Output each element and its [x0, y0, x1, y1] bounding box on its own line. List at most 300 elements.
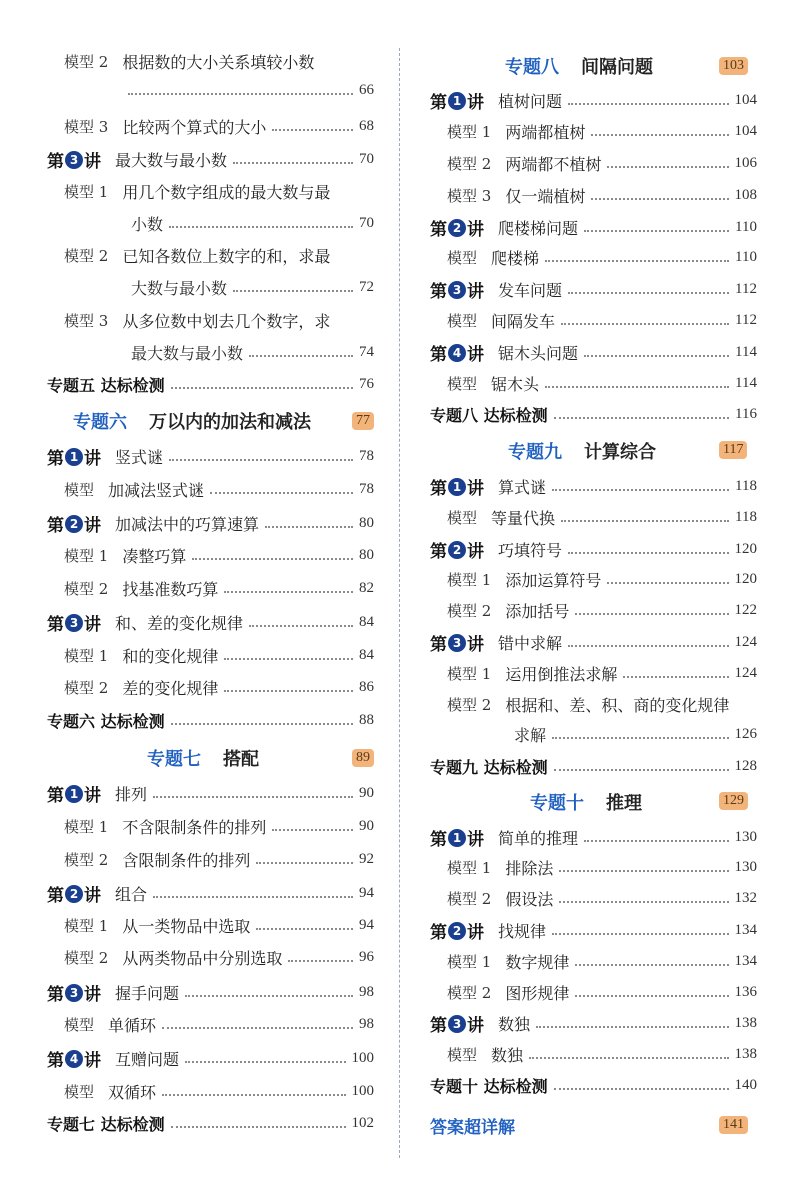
dot-leader	[554, 1088, 729, 1090]
model-title-continued: 小数	[131, 215, 164, 234]
page-number: 78	[359, 481, 374, 497]
lecture-prefix: 第	[430, 635, 447, 655]
toc-model-entry[interactable]	[447, 599, 757, 622]
lecture-title: 算式谜	[498, 478, 547, 497]
dot-leader	[559, 901, 728, 903]
model-label: 模型	[447, 249, 478, 267]
dot-leader	[552, 933, 728, 935]
dot-leader	[256, 862, 353, 864]
dot-leader	[568, 103, 728, 105]
dot-leader	[192, 558, 353, 560]
lecture-suffix: 讲	[84, 516, 101, 536]
page-number: 138	[734, 1015, 757, 1031]
page-number: 130	[734, 859, 757, 875]
toc-model-entry[interactable]	[447, 309, 757, 332]
page-number: 134	[734, 922, 757, 938]
lecture-prefix: 第	[430, 220, 447, 240]
dot-leader	[568, 645, 728, 647]
toc-model-entry[interactable]	[64, 244, 374, 267]
lecture-suffix: 讲	[467, 220, 484, 240]
lecture-prefix: 第	[47, 516, 64, 536]
model-label: 模型 2	[64, 53, 109, 71]
model-title: 差的变化规律	[122, 679, 219, 698]
model-title: 用几个数字组成的最大数与最	[122, 183, 331, 202]
toc-model-entry[interactable]	[64, 544, 374, 567]
page-number: 76	[359, 376, 374, 392]
toc-model-entry[interactable]	[64, 1013, 374, 1036]
page-number: 70	[359, 151, 374, 167]
dot-leader	[568, 292, 729, 294]
page-number: 124	[734, 634, 757, 650]
model-label: 模型 2	[447, 155, 492, 173]
dot-leader	[272, 129, 353, 131]
lecture-number	[47, 781, 101, 806]
topic-page-badge: 129	[719, 792, 748, 810]
toc-lecture-entry[interactable]	[47, 1046, 374, 1071]
toc-model-entry[interactable]	[64, 50, 374, 73]
toc-answers-entry[interactable]	[430, 1113, 515, 1138]
toc-topic-heading[interactable]	[508, 438, 656, 464]
model-label: 模型 1	[64, 647, 109, 665]
model-label: 模型 1	[447, 859, 492, 877]
toc-model-entry[interactable]	[447, 693, 757, 716]
lecture-number	[47, 147, 101, 172]
lecture-number	[430, 1011, 484, 1036]
topic-page-badge: 103	[719, 57, 748, 75]
toc-model-entry[interactable]	[64, 180, 374, 203]
model-title-continued: 最大数与最小数	[131, 344, 244, 363]
dot-leader	[607, 166, 728, 168]
lecture-circle-number: 2	[448, 541, 466, 559]
toc-model-entry[interactable]	[64, 914, 374, 937]
page-number: 98	[359, 1016, 374, 1032]
page-number: 86	[359, 679, 374, 695]
toc-model-entry[interactable]	[447, 662, 757, 685]
lecture-prefix: 第	[47, 615, 64, 635]
lecture-title: 组合	[115, 885, 148, 904]
lecture-suffix: 讲	[84, 152, 101, 172]
dot-leader	[233, 162, 353, 164]
toc-model-entry[interactable]	[447, 120, 757, 143]
toc-model-entry[interactable]	[64, 815, 374, 838]
lecture-number	[47, 610, 101, 635]
lecture-suffix: 讲	[84, 786, 101, 806]
dot-leader	[529, 1057, 728, 1059]
page-number: 110	[735, 249, 757, 265]
dot-leader	[162, 1094, 345, 1096]
toc-model-entry[interactable]	[64, 478, 374, 501]
lecture-prefix: 第	[430, 93, 447, 113]
model-label: 模型 2	[64, 580, 109, 598]
dot-leader	[575, 964, 728, 966]
page-number: 104	[734, 92, 757, 108]
dot-leader	[552, 489, 729, 491]
toc-model-entry[interactable]	[447, 184, 757, 207]
page-number: 110	[735, 219, 757, 235]
lecture-circle-number: 3	[65, 614, 83, 632]
model-title: 和的变化规律	[122, 647, 219, 666]
toc-topic-heading[interactable]	[530, 789, 642, 815]
toc-model-entry[interactable]	[447, 1043, 757, 1066]
toc-model-entry[interactable]	[64, 1080, 374, 1103]
toc-model-entry[interactable]	[64, 309, 374, 332]
toc-check-entry[interactable]	[430, 1074, 757, 1097]
dot-leader	[265, 526, 353, 528]
model-label: 模型 1	[64, 917, 109, 935]
lecture-suffix: 讲	[467, 830, 484, 850]
lecture-title: 简单的推理	[498, 829, 579, 848]
topic-title: 万以内的加法和减法	[149, 412, 311, 433]
toc-lecture-entry[interactable]	[47, 781, 374, 806]
model-label: 模型	[447, 509, 478, 527]
lecture-circle-number: 1	[65, 785, 83, 803]
model-label: 模型	[447, 312, 478, 330]
lecture-circle-number: 4	[448, 344, 466, 362]
dot-leader	[584, 230, 729, 232]
lecture-prefix: 第	[47, 985, 64, 1005]
dot-leader	[568, 552, 728, 554]
lecture-title: 和、差的变化规律	[115, 614, 244, 633]
page-number: 92	[359, 851, 374, 867]
dot-leader	[171, 387, 353, 389]
page-number: 84	[359, 647, 374, 663]
toc-model-entry[interactable]	[64, 577, 374, 600]
model-title: 两端都不植树	[505, 155, 602, 174]
toc-lecture-entry[interactable]	[47, 980, 374, 1005]
dot-leader	[545, 386, 729, 388]
lecture-circle-number: 1	[448, 92, 466, 110]
dot-leader	[591, 198, 728, 200]
toc-topic-heading[interactable]	[505, 53, 653, 79]
page-number: 116	[735, 406, 757, 422]
toc-lecture-entry[interactable]	[430, 88, 757, 113]
page-number: 134	[734, 953, 757, 969]
lecture-suffix: 讲	[84, 886, 101, 906]
lecture-suffix: 讲	[84, 615, 101, 635]
model-label: 模型	[447, 1046, 478, 1064]
toc-model-entry[interactable]	[447, 950, 757, 973]
dot-leader	[162, 1027, 353, 1029]
model-title-continued: 求解	[514, 726, 547, 745]
model-title: 单循环	[108, 1016, 157, 1035]
lecture-title: 互赠问题	[115, 1050, 180, 1069]
page-number: 90	[359, 785, 374, 801]
toc-lecture-entry[interactable]	[430, 277, 757, 302]
model-label: 模型 1	[64, 183, 109, 201]
dot-leader	[153, 796, 353, 798]
toc-lecture-entry[interactable]	[430, 918, 757, 943]
toc-lecture-entry[interactable]	[430, 215, 757, 240]
model-label: 模型 2	[64, 851, 109, 869]
model-label: 模型 1	[64, 818, 109, 836]
model-title: 根据数的大小关系填较小数	[122, 53, 315, 72]
toc-lecture-entry[interactable]	[430, 340, 757, 365]
dot-leader	[623, 676, 728, 678]
lecture-number	[430, 277, 484, 302]
lecture-circle-number: 3	[448, 281, 466, 299]
topic-name: 专题七	[147, 749, 201, 770]
page-number: 94	[359, 917, 374, 933]
model-title: 运用倒推法求解	[505, 665, 618, 684]
lecture-number	[430, 630, 484, 655]
lecture-circle-number: 3	[448, 1015, 466, 1033]
toc-lecture-entry[interactable]	[430, 1011, 757, 1036]
model-title: 假设法	[505, 890, 554, 909]
lecture-prefix: 第	[47, 886, 64, 906]
topic-title: 间隔问题	[581, 57, 653, 78]
model-title: 找基准数巧算	[122, 580, 219, 599]
dot-leader	[552, 737, 728, 739]
toc-lecture-entry[interactable]	[47, 444, 374, 469]
lecture-number	[47, 1046, 101, 1071]
model-label: 模型 1	[447, 953, 492, 971]
lecture-title: 最大数与最小数	[115, 151, 228, 170]
lecture-number	[47, 444, 101, 469]
page-number: 112	[735, 312, 757, 328]
model-title: 根据和、差、积、商的变化规律	[505, 696, 730, 715]
topic-name: 专题六	[73, 412, 127, 433]
column-divider	[399, 48, 400, 1158]
page-number: 78	[359, 448, 374, 464]
toc-topic-heading[interactable]	[73, 408, 311, 434]
page-number: 80	[359, 547, 374, 563]
lecture-prefix: 第	[430, 479, 447, 499]
dot-leader	[233, 290, 353, 292]
model-label: 模型 2	[447, 696, 492, 714]
check-label: 专题九 达标检测	[430, 758, 548, 777]
model-label: 模型	[64, 1083, 95, 1101]
model-label: 模型	[447, 375, 478, 393]
check-label: 专题七 达标检测	[47, 1115, 165, 1134]
page-number: 118	[735, 478, 757, 494]
page-number: 118	[735, 509, 757, 525]
dot-leader	[559, 870, 728, 872]
lecture-prefix: 第	[430, 282, 447, 302]
toc-model-entry[interactable]	[64, 946, 374, 969]
page-number: 68	[359, 118, 374, 134]
page-number: 132	[734, 890, 757, 906]
toc-model-entry[interactable]	[447, 152, 757, 175]
lecture-prefix: 第	[430, 1016, 447, 1036]
page-number: 94	[359, 885, 374, 901]
toc-model-entry[interactable]	[64, 676, 374, 699]
lecture-suffix: 讲	[467, 635, 484, 655]
model-label: 模型 3	[64, 312, 109, 330]
model-title: 加减法竖式谜	[108, 481, 205, 500]
page-number: 106	[734, 155, 757, 171]
dot-leader	[224, 658, 353, 660]
lecture-prefix: 第	[47, 1051, 64, 1071]
toc-continuation	[131, 276, 374, 299]
lecture-title: 爬楼梯问题	[498, 219, 579, 238]
page-number: 90	[359, 818, 374, 834]
toc-lecture-entry[interactable]	[430, 474, 757, 499]
model-title: 含限制条件的排列	[122, 851, 251, 870]
dot-leader	[575, 995, 728, 997]
model-title: 两端都植树	[505, 123, 586, 142]
toc-lecture-entry[interactable]	[430, 825, 757, 850]
dot-leader	[584, 355, 729, 357]
toc-model-entry[interactable]	[447, 856, 757, 879]
dot-leader	[536, 1026, 728, 1028]
toc-model-entry[interactable]	[447, 246, 757, 269]
lecture-suffix: 讲	[84, 1051, 101, 1071]
model-title: 比较两个算式的大小	[122, 118, 267, 137]
model-title: 已知各数位上数字的和，求最	[122, 247, 331, 266]
lecture-prefix: 第	[430, 345, 447, 365]
lecture-suffix: 讲	[467, 93, 484, 113]
topic-page-badge: 117	[719, 441, 747, 459]
lecture-circle-number: 4	[65, 1050, 83, 1068]
page-number: 138	[734, 1046, 757, 1062]
page-number: 114	[735, 344, 757, 360]
dot-leader	[224, 690, 353, 692]
topic-title: 计算综合	[584, 442, 656, 463]
toc-topic-heading[interactable]	[147, 745, 259, 771]
lecture-suffix: 讲	[467, 1016, 484, 1036]
toc-lecture-entry[interactable]	[430, 537, 757, 562]
lecture-suffix: 讲	[467, 542, 484, 562]
lecture-suffix: 讲	[467, 345, 484, 365]
lecture-title: 找规律	[498, 922, 547, 941]
check-label: 专题十 达标检测	[430, 1077, 548, 1096]
lecture-suffix: 讲	[467, 282, 484, 302]
lecture-prefix: 第	[47, 152, 64, 172]
dot-leader	[545, 260, 729, 262]
toc-lecture-entry[interactable]	[47, 610, 374, 635]
model-title: 爬楼梯	[491, 249, 540, 268]
lecture-prefix: 第	[47, 449, 64, 469]
page-number: 98	[359, 984, 374, 1000]
model-label: 模型 1	[447, 665, 492, 683]
toc-check-entry[interactable]	[47, 709, 374, 732]
topic-title: 推理	[606, 793, 642, 814]
model-title: 间隔发车	[491, 312, 556, 331]
topic-name: 专题八	[505, 57, 559, 78]
page-number: 100	[351, 1083, 374, 1099]
model-label: 模型 1	[447, 571, 492, 589]
model-title: 排除法	[505, 859, 554, 878]
lecture-title: 发车问题	[498, 281, 563, 300]
model-label: 模型	[64, 481, 95, 499]
toc-lecture-entry[interactable]	[47, 511, 374, 536]
dot-leader	[210, 492, 353, 494]
model-title: 图形规律	[505, 984, 570, 1003]
dot-leader	[584, 840, 728, 842]
toc-model-entry[interactable]	[64, 848, 374, 871]
dot-leader	[575, 613, 728, 615]
lecture-prefix: 第	[430, 542, 447, 562]
page-number: 120	[734, 541, 757, 557]
model-title: 添加运算符号	[505, 571, 602, 590]
lecture-title: 锯木头问题	[498, 344, 579, 363]
dot-leader	[153, 896, 353, 898]
lecture-circle-number: 2	[65, 515, 83, 533]
page-number: 72	[359, 279, 374, 295]
model-label: 模型 2	[64, 679, 109, 697]
toc-continuation	[131, 341, 374, 364]
model-title: 从两类物品中分别选取	[122, 949, 283, 968]
toc-model-entry[interactable]	[64, 644, 374, 667]
topic-page-badge: 89	[352, 749, 374, 767]
toc-model-entry[interactable]	[447, 506, 757, 529]
toc-lecture-entry[interactable]	[47, 147, 374, 172]
model-title: 等量代换	[491, 509, 556, 528]
lecture-circle-number: 3	[65, 151, 83, 169]
dot-leader	[272, 829, 353, 831]
toc-lecture-entry[interactable]	[47, 881, 374, 906]
toc-model-entry[interactable]	[64, 115, 374, 138]
toc-check-entry[interactable]	[430, 755, 757, 778]
model-title: 不含限制条件的排列	[122, 818, 267, 837]
topic-page-badge: 77	[352, 412, 374, 430]
model-title: 双循环	[108, 1083, 157, 1102]
lecture-title: 数独	[498, 1015, 531, 1034]
model-label: 模型 2	[64, 247, 109, 265]
page-number: 126	[734, 726, 757, 742]
dot-leader	[288, 960, 353, 962]
toc-check-entry[interactable]	[430, 403, 757, 426]
lecture-circle-number: 1	[65, 448, 83, 466]
lecture-number	[430, 88, 484, 113]
model-title: 从多位数中划去几个数字，求	[122, 312, 331, 331]
dot-leader	[249, 355, 353, 357]
toc-model-entry[interactable]	[447, 981, 757, 1004]
lecture-suffix: 讲	[84, 985, 101, 1005]
dot-leader	[185, 1061, 345, 1063]
model-label: 模型 2	[447, 602, 492, 620]
lecture-number	[430, 918, 484, 943]
toc-model-entry[interactable]	[447, 568, 757, 591]
check-label: 专题六 达标检测	[47, 712, 165, 731]
dot-leader	[171, 1126, 346, 1128]
toc-continuation	[128, 82, 374, 99]
page-number: 114	[735, 375, 757, 391]
model-title: 凑整巧算	[122, 547, 187, 566]
lecture-circle-number: 2	[65, 885, 83, 903]
toc-model-entry[interactable]	[447, 887, 757, 910]
dot-leader	[169, 226, 353, 228]
dot-leader	[185, 995, 353, 997]
dot-leader	[256, 928, 353, 930]
lecture-number	[47, 980, 101, 1005]
model-label: 模型 2	[447, 890, 492, 908]
page-number: 80	[359, 515, 374, 531]
dot-leader	[249, 625, 353, 627]
page-number: 70	[359, 215, 374, 231]
lecture-title: 握手问题	[115, 984, 180, 1003]
topic-name: 专题九	[508, 442, 562, 463]
dot-leader	[554, 417, 729, 419]
lecture-number	[430, 537, 484, 562]
lecture-circle-number: 3	[448, 634, 466, 652]
dot-leader	[607, 582, 728, 584]
toc-check-entry[interactable]	[47, 1112, 374, 1135]
toc-continuation	[514, 723, 757, 746]
lecture-number	[430, 215, 484, 240]
page-number: 84	[359, 614, 374, 630]
dot-leader	[554, 769, 729, 771]
toc-model-entry[interactable]	[447, 372, 757, 395]
lecture-prefix: 第	[430, 923, 447, 943]
toc-lecture-entry[interactable]	[430, 630, 757, 655]
topic-page-badge: 141	[719, 1116, 748, 1134]
lecture-prefix: 第	[430, 830, 447, 850]
model-title-continued: 大数与最小数	[131, 279, 228, 298]
dot-leader	[171, 723, 353, 725]
topic-name: 专题十	[530, 793, 584, 814]
toc-check-entry[interactable]	[47, 373, 374, 396]
